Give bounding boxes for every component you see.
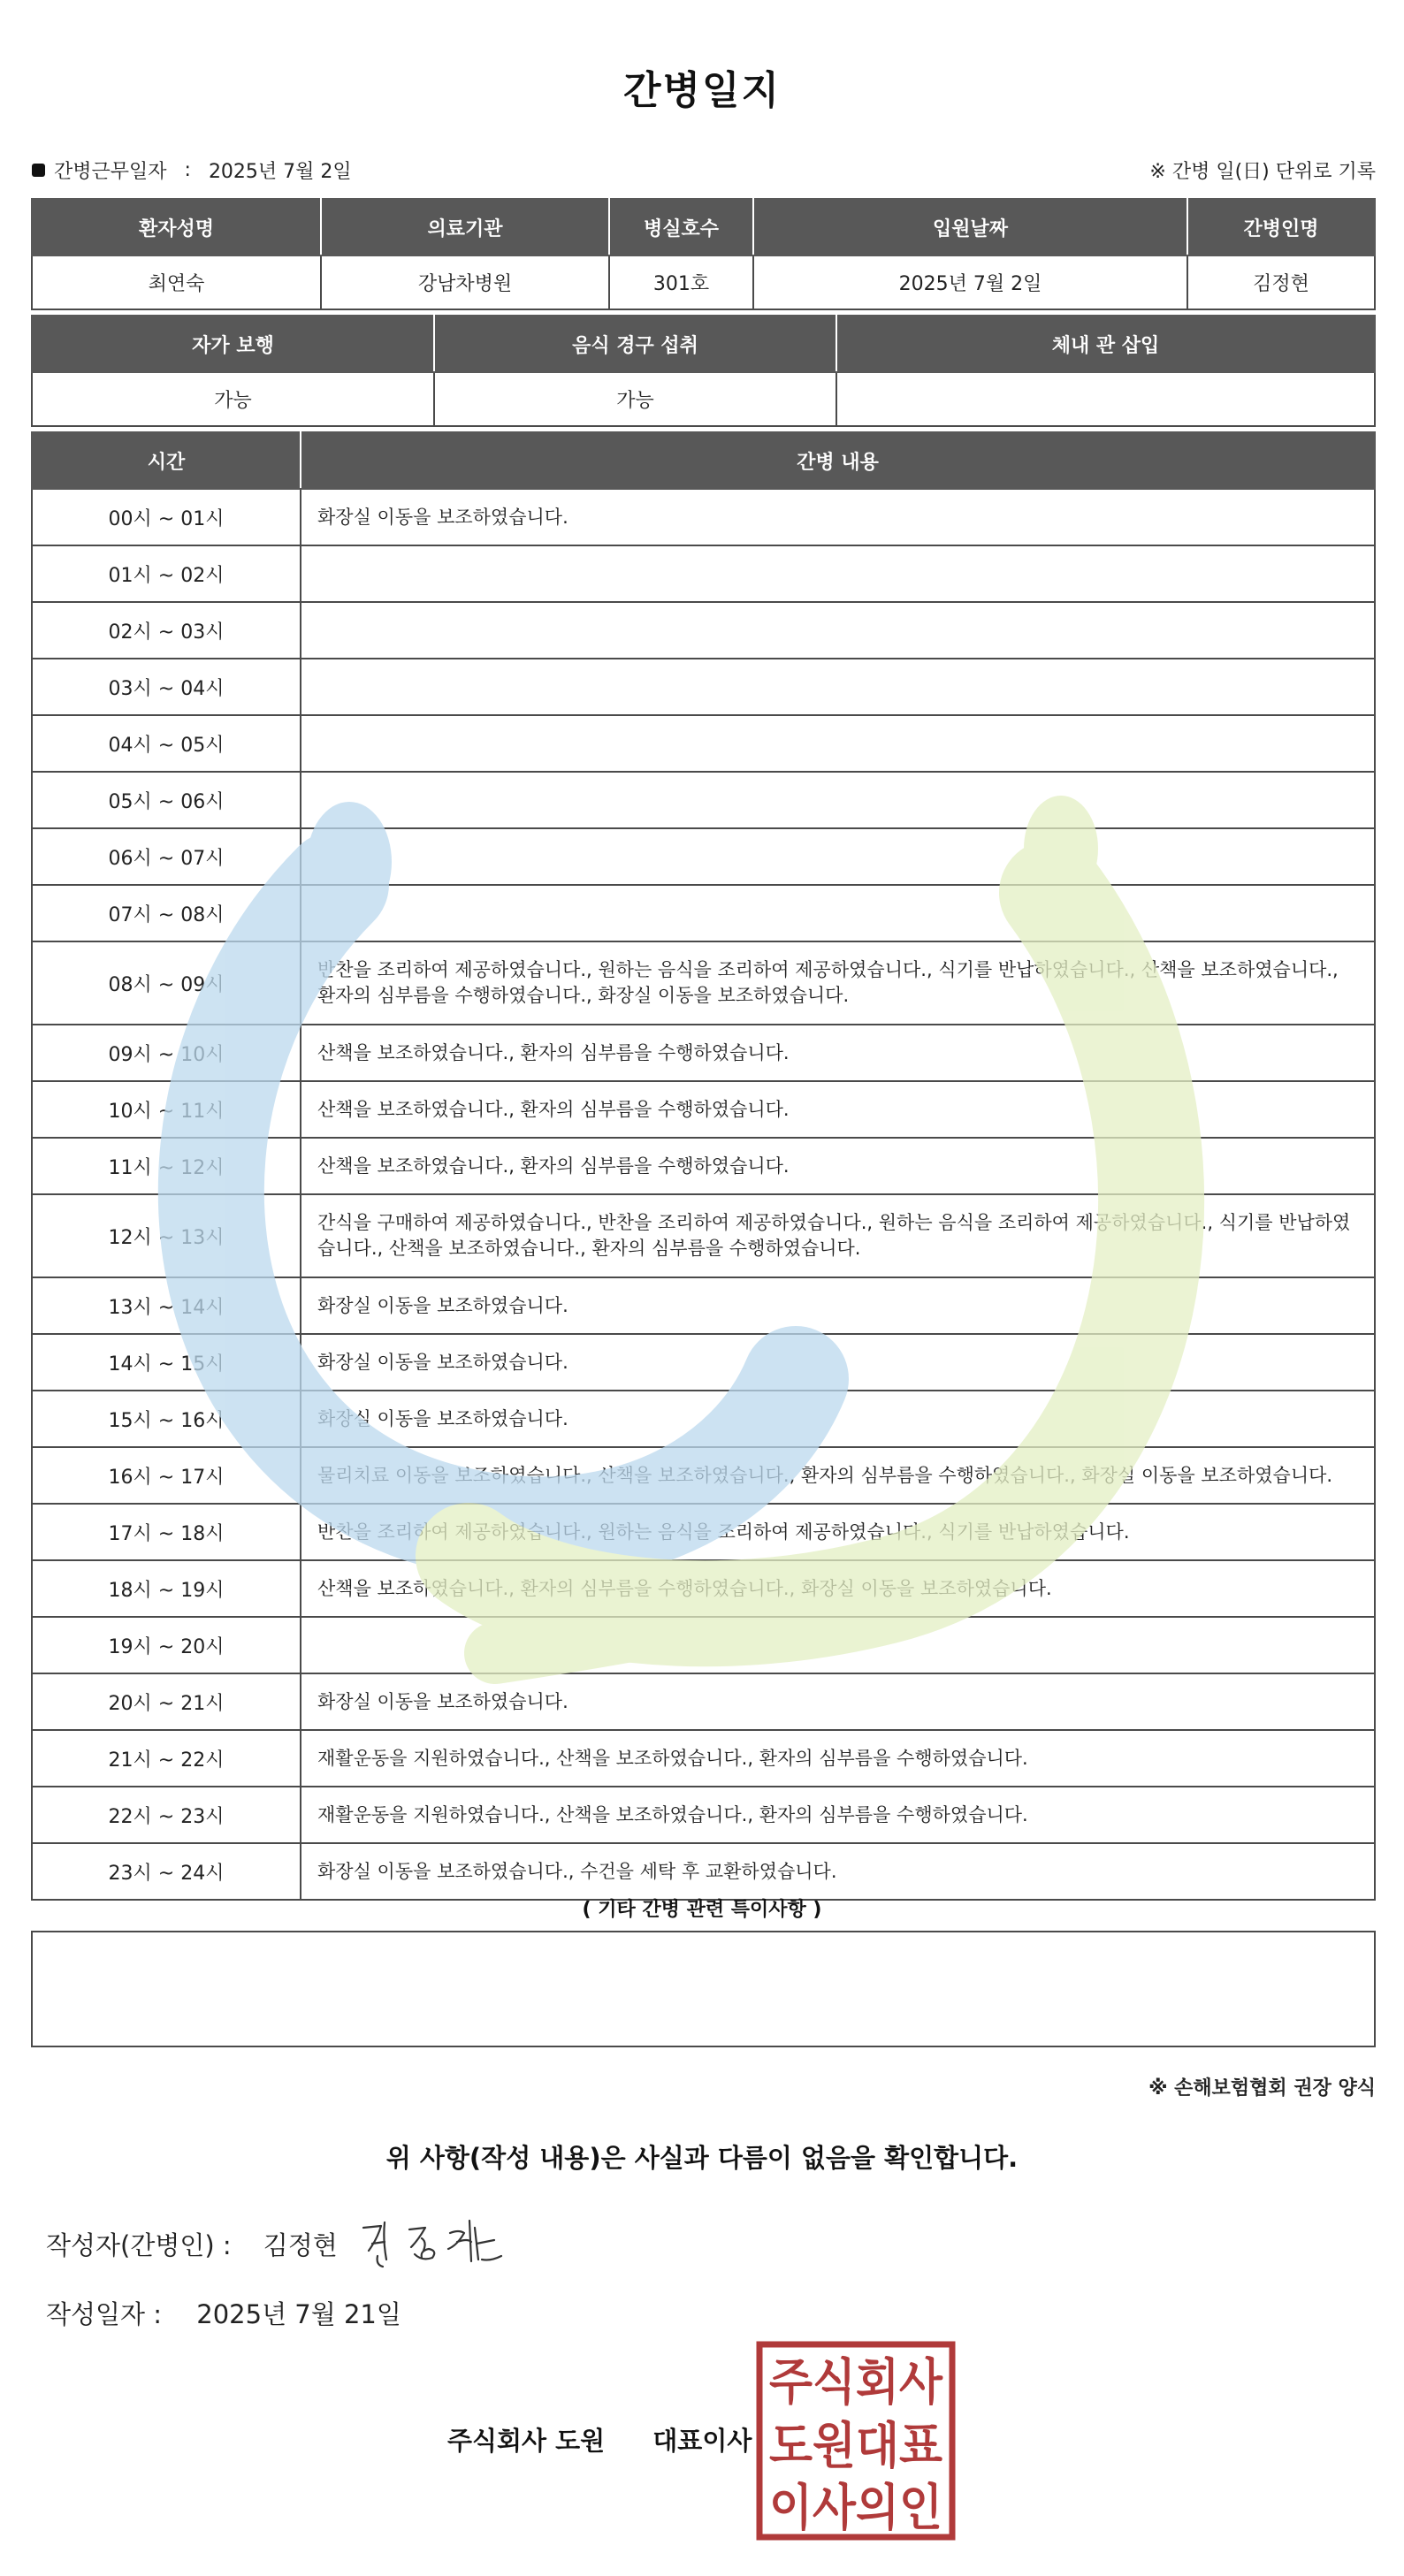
- care-log-row: [32, 885, 1375, 941]
- header-self-walking: 자가 보행: [32, 316, 434, 372]
- company-line: [447, 2421, 752, 2458]
- tube-insertion-value: [836, 372, 1375, 426]
- header-admission-date: 입원날짜: [753, 199, 1187, 255]
- writer-line: [46, 2226, 338, 2262]
- care-log-body: [32, 489, 1375, 1900]
- header-time: 시간: [32, 432, 301, 489]
- care-log-time: 10시 ~ 11시: [32, 1081, 301, 1138]
- page-title: 간병일지: [622, 68, 781, 113]
- write-date-label: 작성일자 :: [46, 2299, 163, 2329]
- care-log-row: [32, 1025, 1375, 1081]
- care-log-content: 반찬을 조리하여 제공하였습니다., 원하는 음식을 조리하여 제공하였습니다., 식기를 반납하였습니다., 산책을 보조하였습니다., 환자의 심부름을 수행하였습니다., 화장실 이동을 보조하였습니다.: [301, 941, 1375, 1025]
- representative-title: 대표이사: [652, 2426, 752, 2456]
- confirmation-statement: 위 사항(작성 내용)은 사실과 다름이 없음을 확인합니다.: [385, 2143, 1019, 2173]
- form-note: ※ 손해보험협회 권장 양식: [1148, 2077, 1376, 2100]
- care-log-time: 19시 ~ 20시: [32, 1617, 301, 1673]
- care-log-content: 물리치료 이동을 보조하였습니다., 산책을 보조하였습니다., 환자의 심부름을 수행하였습니다., 화장실 이동을 보조하였습니다.: [301, 1447, 1375, 1504]
- care-log-content: [301, 885, 1375, 941]
- care-log-time: 04시 ~ 05시: [32, 715, 301, 772]
- patient-status-header-row: [32, 316, 1375, 372]
- seal-line-2: 도원대표: [769, 2418, 942, 2475]
- care-log-time: 20시 ~ 21시: [32, 1673, 301, 1730]
- care-log-time: 08시 ~ 09시: [32, 941, 301, 1025]
- seal-line-1: 주식회사: [769, 2354, 943, 2412]
- care-log-content: [301, 659, 1375, 715]
- care-log-content: 화장실 이동을 보조하였습니다.: [301, 1277, 1375, 1334]
- header-hospital: 의료기관: [321, 199, 609, 255]
- patient-info-table: [31, 198, 1376, 310]
- care-log-time: 00시 ~ 01시: [32, 489, 301, 545]
- patient-info-value-row: [32, 255, 1375, 309]
- care-log-content: 재활운동을 지원하였습니다., 산책을 보조하였습니다., 환자의 심부름을 수행하였습니다.: [301, 1787, 1375, 1843]
- care-log-row: [32, 1504, 1375, 1560]
- care-log-time: 13시 ~ 14시: [32, 1277, 301, 1334]
- care-log-time: 18시 ~ 19시: [32, 1560, 301, 1617]
- care-log-row: [32, 828, 1375, 885]
- care-log-content: 산책을 보조하였습니다., 환자의 심부름을 수행하였습니다.: [301, 1025, 1375, 1081]
- room-value: 301호: [609, 255, 753, 309]
- care-log-time: 21시 ~ 22시: [32, 1730, 301, 1787]
- care-log-row: [32, 659, 1375, 715]
- header-care-content: 간병 내용: [301, 432, 1375, 489]
- write-date-value: 2025년 7월 21일: [196, 2299, 401, 2329]
- care-log-time: 22시 ~ 23시: [32, 1787, 301, 1843]
- care-log-time: 09시 ~ 10시: [32, 1025, 301, 1081]
- patient-status-value-row: [32, 372, 1375, 426]
- care-log-content: 화장실 이동을 보조하였습니다.: [301, 1673, 1375, 1730]
- care-log-content: [301, 602, 1375, 659]
- care-log-row: [32, 772, 1375, 828]
- care-log-row: [32, 602, 1375, 659]
- work-date: [32, 156, 352, 184]
- care-log-row: [32, 489, 1375, 545]
- care-log-time: 11시 ~ 12시: [32, 1138, 301, 1194]
- care-log-row: [32, 1194, 1375, 1277]
- care-log-content: 산책을 보조하였습니다., 환자의 심부름을 수행하였습니다., 화장실 이동을 보조하였습니다.: [301, 1560, 1375, 1617]
- care-log-time: 23시 ~ 24시: [32, 1843, 301, 1900]
- care-log-row: [32, 1843, 1375, 1900]
- care-log-content: 재활운동을 지원하였습니다., 산책을 보조하였습니다., 환자의 심부름을 수행하였습니다.: [301, 1730, 1375, 1787]
- bullet-square-icon: [32, 164, 45, 177]
- care-log-content: [301, 545, 1375, 602]
- self-walking-value: 가능: [32, 372, 434, 426]
- work-date-value: 2025년 7월 2일: [208, 161, 352, 183]
- care-log-content: 반찬을 조리하여 제공하였습니다., 원하는 음식을 조리하여 제공하였습니다., 식기를 반납하였습니다.: [301, 1504, 1375, 1560]
- care-log-row: [32, 1277, 1375, 1334]
- colon: :: [184, 159, 191, 181]
- care-log-time: 16시 ~ 17시: [32, 1447, 301, 1504]
- care-log-content: 간식을 구매하여 제공하였습니다., 반찬을 조리하여 제공하였습니다., 원하는 음식을 조리하여 제공하였습니다., 식기를 반납하였습니다., 산책을 보조하였습니다., 환자의 심부름을 수행하였습니다.: [301, 1194, 1375, 1277]
- care-log-header-row: [32, 432, 1375, 489]
- caregiver-value: 김정현: [1187, 255, 1375, 309]
- handwritten-signature: [358, 2210, 517, 2272]
- care-log-row: [32, 715, 1375, 772]
- care-log-row: [32, 1391, 1375, 1447]
- care-log-content: 화장실 이동을 보조하였습니다.: [301, 1391, 1375, 1447]
- patient-name-value: 최연숙: [32, 255, 321, 309]
- care-log-time: 05시 ~ 06시: [32, 772, 301, 828]
- hospital-value: 강남차병원: [321, 255, 609, 309]
- admission-date-value: 2025년 7월 2일: [753, 255, 1187, 309]
- care-log-row: [32, 1081, 1375, 1138]
- care-log-row: [32, 941, 1375, 1025]
- work-date-label: 간병근무일자: [54, 161, 167, 183]
- special-notes-box: [31, 1931, 1376, 2047]
- care-log-content: 산책을 보조하였습니다., 환자의 심부름을 수행하였습니다.: [301, 1081, 1375, 1138]
- care-log-content: [301, 1617, 1375, 1673]
- care-log-row: [32, 545, 1375, 602]
- care-log-row: [32, 1787, 1375, 1843]
- patient-info-header-row: [32, 199, 1375, 255]
- care-log-content: [301, 715, 1375, 772]
- header-oral-intake: 음식 경구 섭취: [434, 316, 836, 372]
- care-log-content: 화장실 이동을 보조하였습니다.: [301, 489, 1375, 545]
- care-log-row: [32, 1560, 1375, 1617]
- care-log-row: [32, 1138, 1375, 1194]
- unit-note: ※ 간병 일(日) 단위로 기록: [1149, 161, 1376, 183]
- care-log-row: [32, 1673, 1375, 1730]
- header-caregiver: 간병인명: [1187, 199, 1375, 255]
- care-log-time: 17시 ~ 18시: [32, 1504, 301, 1560]
- care-log-time: 02시 ~ 03시: [32, 602, 301, 659]
- writer-name: 김정현: [263, 2230, 338, 2260]
- company-name: 주식회사 도원: [447, 2426, 606, 2456]
- care-log-content: 산책을 보조하였습니다., 환자의 심부름을 수행하였습니다.: [301, 1138, 1375, 1194]
- care-log-row: [32, 1730, 1375, 1787]
- care-log-row: [32, 1447, 1375, 1504]
- header-tube-insertion: 체내 관 삽입: [836, 316, 1375, 372]
- care-log-time: 01시 ~ 02시: [32, 545, 301, 602]
- seal-line-3: 이사의인: [769, 2480, 942, 2537]
- patient-status-table: [31, 315, 1376, 427]
- care-log-content: [301, 772, 1375, 828]
- care-log-time: 03시 ~ 04시: [32, 659, 301, 715]
- write-date-line: [46, 2295, 401, 2331]
- care-log-table: [31, 431, 1376, 1901]
- care-log-time: 14시 ~ 15시: [32, 1334, 301, 1391]
- special-notes-title: ( 기타 간병 관련 특이사항 ): [582, 1899, 822, 1921]
- care-log-content: 화장실 이동을 보조하였습니다., 수건을 세탁 후 교환하였습니다.: [301, 1843, 1375, 1900]
- writer-label: 작성자(간병인) :: [46, 2230, 232, 2260]
- header-patient-name: 환자성명: [32, 199, 321, 255]
- care-log-content: [301, 828, 1375, 885]
- care-log-time: 12시 ~ 13시: [32, 1194, 301, 1277]
- care-log-content: 화장실 이동을 보조하였습니다.: [301, 1334, 1375, 1391]
- care-log-row: [32, 1334, 1375, 1391]
- care-log-row: [32, 1617, 1375, 1673]
- care-log-time: 07시 ~ 08시: [32, 885, 301, 941]
- care-log-time: 15시 ~ 16시: [32, 1391, 301, 1447]
- oral-intake-value: 가능: [434, 372, 836, 426]
- company-seal-stamp: [756, 2341, 956, 2541]
- header-room: 병실호수: [609, 199, 753, 255]
- care-log-time: 06시 ~ 07시: [32, 828, 301, 885]
